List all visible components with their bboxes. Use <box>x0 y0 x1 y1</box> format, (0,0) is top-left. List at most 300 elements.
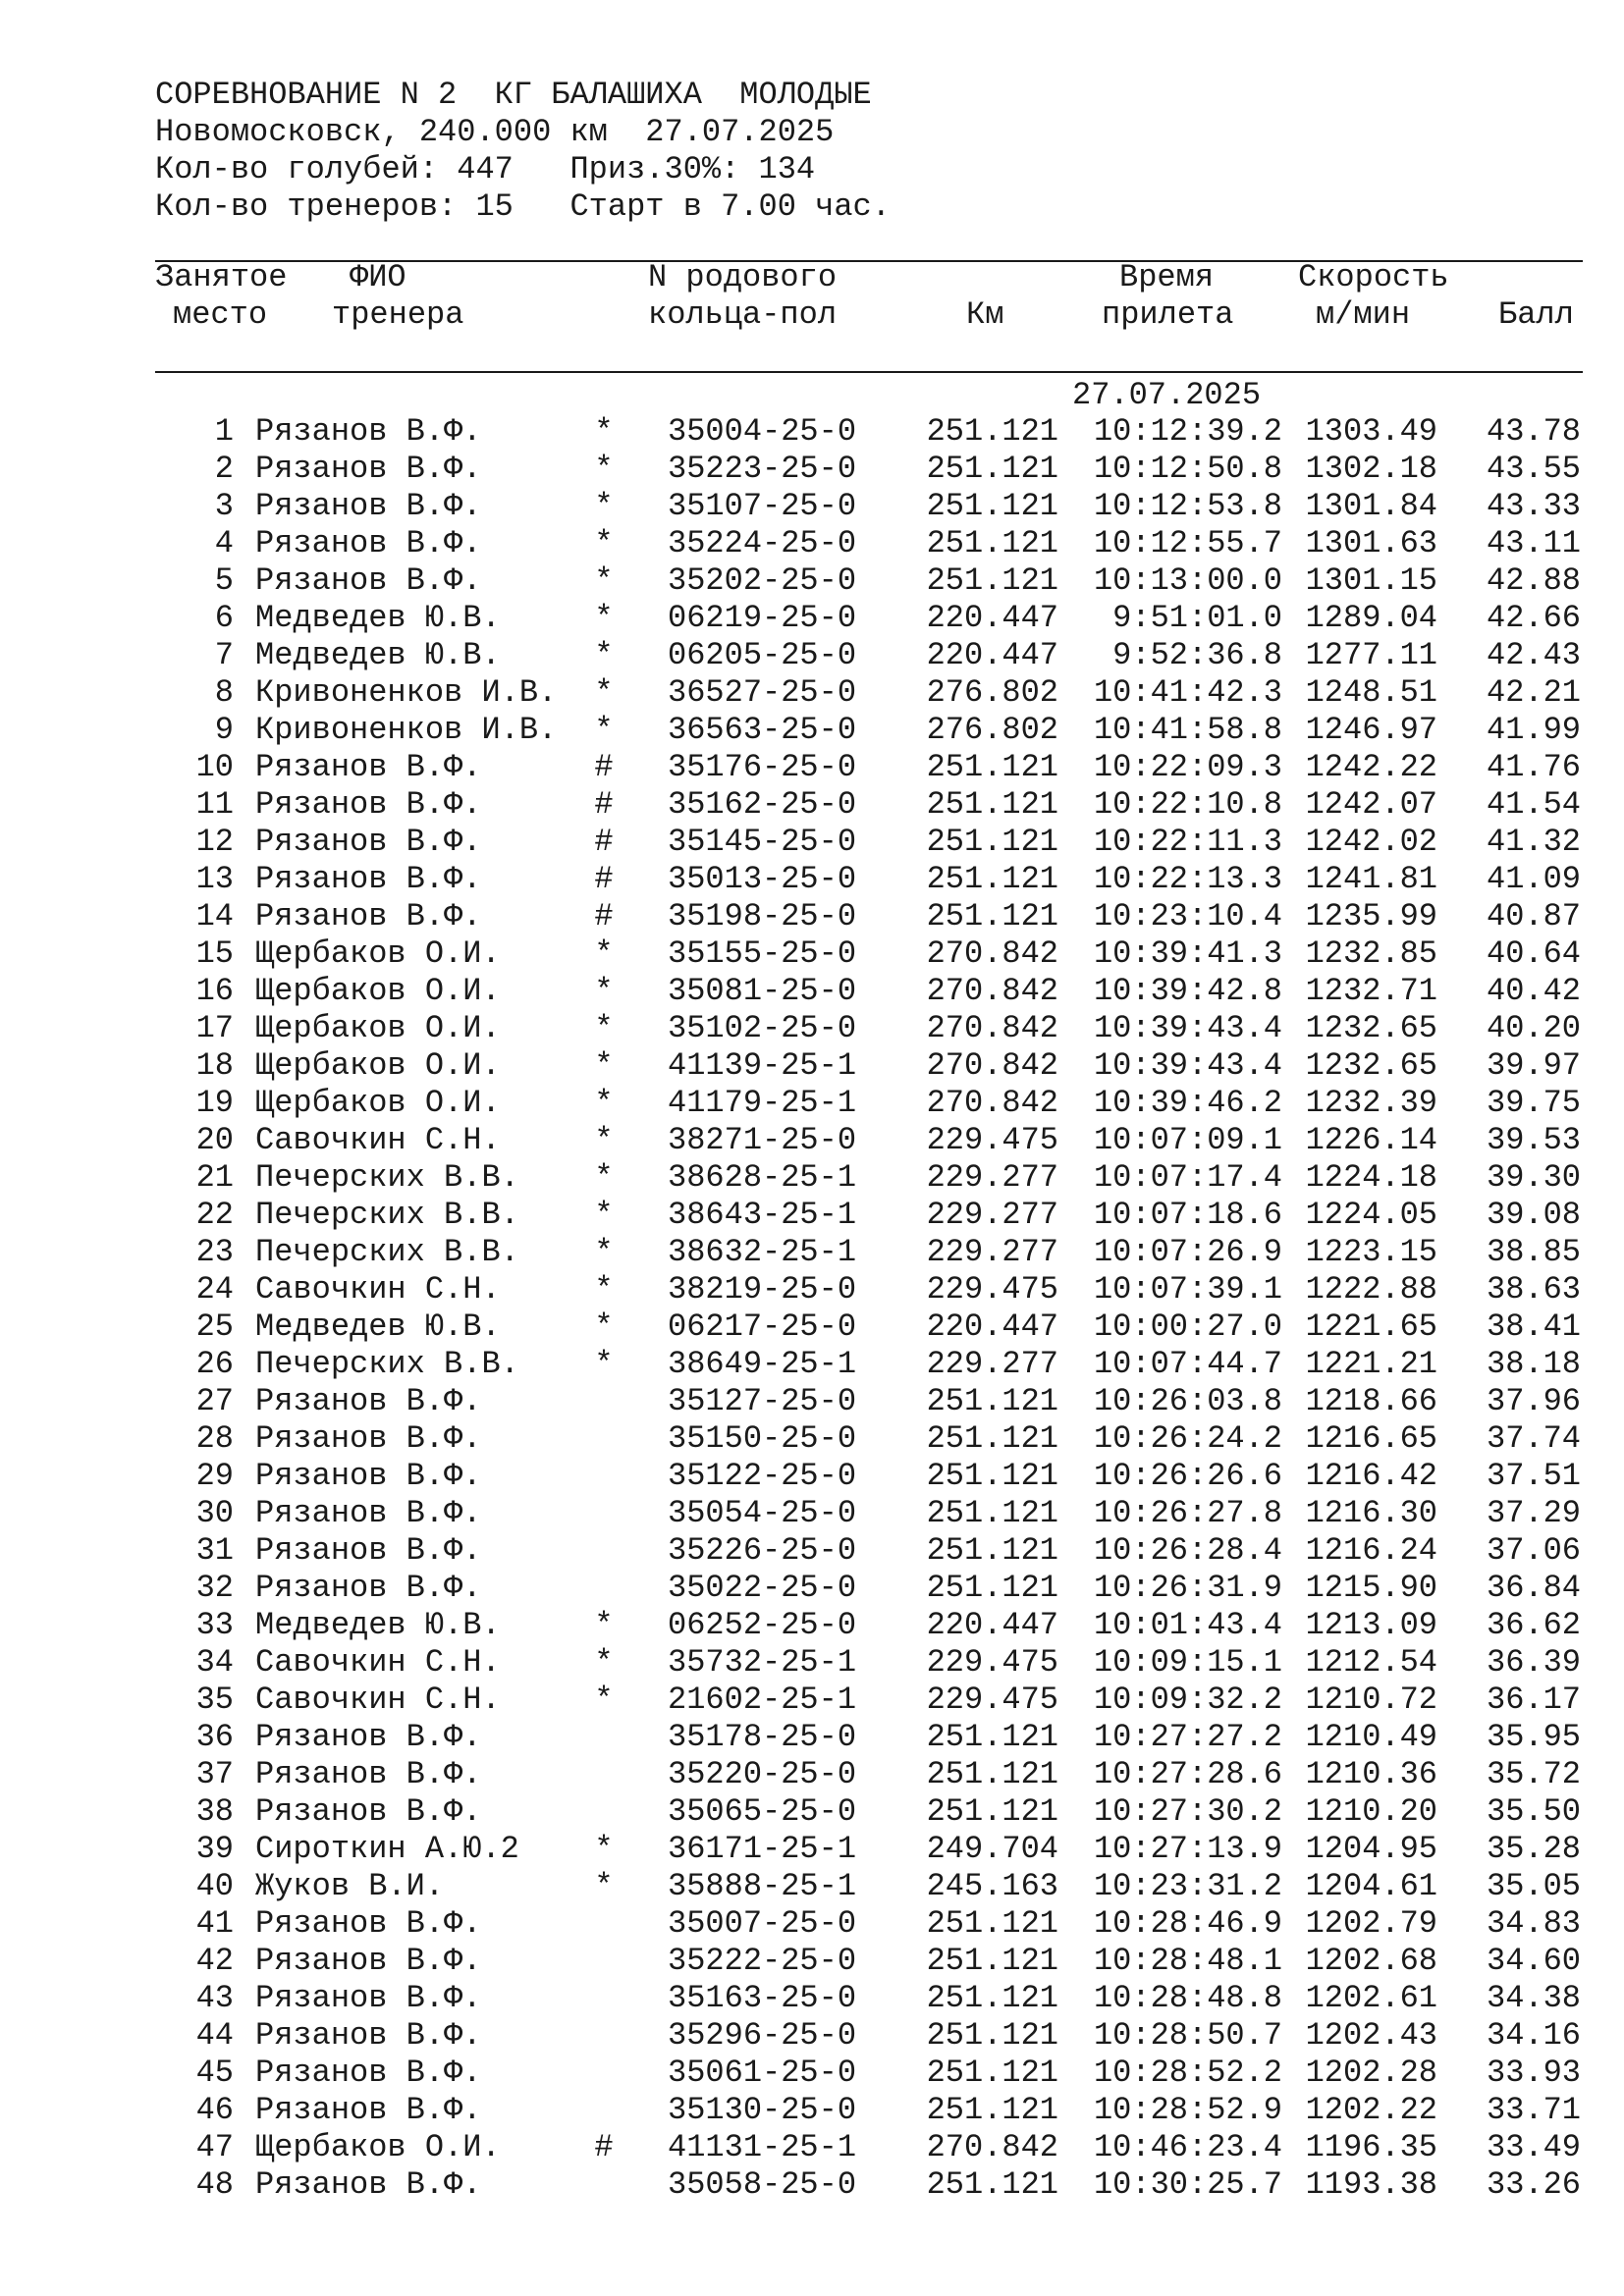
header-bottom-rule <box>155 371 1583 373</box>
row-mark: * <box>594 1010 614 1046</box>
row-speed: 1246.97 <box>1305 712 1437 748</box>
row-score: 38.85 <box>1486 1234 1581 1270</box>
table-row <box>155 1383 1583 1420</box>
row-trainer-name: Савочкин С.Н. <box>255 1271 501 1308</box>
row-score: 36.62 <box>1486 1607 1581 1643</box>
row-ring-number: 35081-25-0 <box>668 973 857 1009</box>
table-row <box>155 600 1583 637</box>
row-arrival-time: 10:23:10.4 <box>1093 898 1282 934</box>
row-speed: 1224.18 <box>1305 1159 1437 1196</box>
row-arrival-time: 10:07:44.7 <box>1093 1346 1282 1382</box>
col-time-label-1: Время <box>1119 259 1215 295</box>
row-arrival-time: 10:26:27.8 <box>1093 1495 1282 1531</box>
table-row <box>155 2055 1583 2092</box>
row-trainer-name: Печерских В.В. <box>255 1346 519 1382</box>
row-trainer-name: Щербаков О.И. <box>255 973 501 1009</box>
row-ring-number: 35198-25-0 <box>668 898 857 934</box>
row-place: 21 <box>195 1159 234 1196</box>
row-arrival-time: 10:28:50.7 <box>1093 2017 1282 2054</box>
table-row <box>155 1644 1583 1682</box>
row-distance-km: 229.277 <box>926 1234 1058 1270</box>
row-score: 37.06 <box>1486 1532 1581 1569</box>
row-distance-km: 270.842 <box>926 973 1058 1009</box>
row-trainer-name: Кривоненков И.В. <box>255 712 558 748</box>
table-row <box>155 973 1583 1010</box>
row-distance-km: 251.121 <box>926 824 1058 860</box>
row-ring-number: 21602-25-1 <box>668 1682 857 1718</box>
row-mark: * <box>594 1197 614 1233</box>
row-distance-km: 270.842 <box>926 1010 1058 1046</box>
row-speed: 1301.63 <box>1305 525 1437 561</box>
row-distance-km: 251.121 <box>926 2017 1058 2054</box>
row-distance-km: 220.447 <box>926 637 1058 673</box>
row-speed: 1222.88 <box>1305 1271 1437 1308</box>
row-mark: * <box>594 1308 614 1345</box>
row-speed: 1232.65 <box>1305 1047 1437 1084</box>
row-trainer-name: Рязанов В.Ф. <box>255 1719 482 1755</box>
row-trainer-name: Печерских В.В. <box>255 1234 519 1270</box>
row-speed: 1202.79 <box>1305 1905 1437 1942</box>
row-ring-number: 35102-25-0 <box>668 1010 857 1046</box>
row-arrival-time: 10:22:11.3 <box>1093 824 1282 860</box>
col-place-label-2: место <box>173 296 268 333</box>
row-distance-km: 220.447 <box>926 1308 1058 1345</box>
row-place: 6 <box>214 600 234 636</box>
row-distance-km: 251.121 <box>926 1980 1058 2016</box>
row-mark: * <box>594 1346 614 1382</box>
row-trainer-name: Рязанов В.Ф. <box>255 1532 482 1569</box>
row-speed: 1232.85 <box>1305 935 1437 972</box>
row-trainer-name: Рязанов В.Ф. <box>255 1793 482 1830</box>
table-row <box>155 898 1583 935</box>
row-place: 15 <box>195 935 234 972</box>
row-speed: 1215.90 <box>1305 1570 1437 1606</box>
table-row <box>155 637 1583 674</box>
row-place: 24 <box>195 1271 234 1308</box>
row-trainer-name: Рязанов В.Ф. <box>255 1943 482 1979</box>
row-arrival-time: 10:00:27.0 <box>1093 1308 1282 1345</box>
row-trainer-name: Медведев Ю.В. <box>255 1308 501 1345</box>
table-row <box>155 1868 1583 1905</box>
row-distance-km: 251.121 <box>926 1719 1058 1755</box>
row-speed: 1232.65 <box>1305 1010 1437 1046</box>
row-ring-number: 36171-25-1 <box>668 1831 857 1867</box>
row-arrival-time: 10:28:52.9 <box>1093 2092 1282 2128</box>
row-score: 33.93 <box>1486 2055 1581 2091</box>
row-place: 25 <box>195 1308 234 1345</box>
row-ring-number: 35155-25-0 <box>668 935 857 972</box>
row-ring-number: 35127-25-0 <box>668 1383 857 1419</box>
table-row <box>155 2166 1583 2204</box>
row-mark: # <box>594 786 614 823</box>
row-distance-km: 251.121 <box>926 2055 1058 2091</box>
row-ring-number: 38271-25-0 <box>668 1122 857 1158</box>
row-speed: 1202.68 <box>1305 1943 1437 1979</box>
row-trainer-name: Рязанов В.Ф. <box>255 1420 482 1457</box>
row-speed: 1210.36 <box>1305 1756 1437 1792</box>
row-arrival-time: 10:28:48.1 <box>1093 1943 1282 1979</box>
row-arrival-time: 10:22:10.8 <box>1093 786 1282 823</box>
row-mark: * <box>594 973 614 1009</box>
row-place: 7 <box>214 637 234 673</box>
row-mark: # <box>594 898 614 934</box>
results-document <box>155 77 1581 2203</box>
row-score: 43.55 <box>1486 451 1581 487</box>
row-trainer-name: Кривоненков И.В. <box>255 674 558 711</box>
row-ring-number: 36563-25-0 <box>668 712 857 748</box>
row-ring-number: 35054-25-0 <box>668 1495 857 1531</box>
row-mark: * <box>594 1271 614 1308</box>
table-row <box>155 824 1583 861</box>
row-arrival-time: 10:27:28.6 <box>1093 1756 1282 1792</box>
row-place: 27 <box>195 1383 234 1419</box>
column-headers <box>155 259 1583 367</box>
row-arrival-time: 10:12:50.8 <box>1093 451 1282 487</box>
row-ring-number: 35223-25-0 <box>668 451 857 487</box>
row-trainer-name: Рязанов В.Ф. <box>255 2166 482 2203</box>
row-distance-km: 270.842 <box>926 1047 1058 1084</box>
row-score: 35.95 <box>1486 1719 1581 1755</box>
row-arrival-time: 10:39:41.3 <box>1093 935 1282 972</box>
row-speed: 1224.05 <box>1305 1197 1437 1233</box>
trainer-count-line: Кол-во тренеров: 15 Старт в 7.00 час. <box>155 188 891 225</box>
row-ring-number: 35162-25-0 <box>668 786 857 823</box>
row-arrival-time: 10:26:31.9 <box>1093 1570 1282 1606</box>
table-row <box>155 1122 1583 1159</box>
table-row <box>155 2129 1583 2166</box>
row-ring-number: 35022-25-0 <box>668 1570 857 1606</box>
row-place: 11 <box>195 786 234 823</box>
row-speed: 1212.54 <box>1305 1644 1437 1681</box>
row-place: 31 <box>195 1532 234 1569</box>
row-trainer-name: Рязанов В.Ф. <box>255 824 482 860</box>
row-mark: * <box>594 674 614 711</box>
row-speed: 1216.24 <box>1305 1532 1437 1569</box>
row-arrival-time: 10:09:15.1 <box>1093 1644 1282 1681</box>
row-place: 10 <box>195 749 234 785</box>
row-speed: 1216.30 <box>1305 1495 1437 1531</box>
row-distance-km: 251.121 <box>926 525 1058 561</box>
row-score: 43.78 <box>1486 413 1581 450</box>
row-mark: * <box>594 1047 614 1084</box>
row-speed: 1202.28 <box>1305 2055 1437 2091</box>
row-score: 39.53 <box>1486 1122 1581 1158</box>
row-place: 23 <box>195 1234 234 1270</box>
row-speed: 1196.35 <box>1305 2129 1437 2165</box>
row-trainer-name: Сироткин А.Ю.2 <box>255 1831 519 1867</box>
row-mark: * <box>594 1234 614 1270</box>
row-place: 5 <box>214 562 234 599</box>
row-place: 43 <box>195 1980 234 2016</box>
row-distance-km: 229.475 <box>926 1644 1058 1681</box>
row-arrival-time: 10:26:03.8 <box>1093 1383 1282 1419</box>
table-row <box>155 1495 1583 1532</box>
row-score: 34.83 <box>1486 1905 1581 1942</box>
table-row <box>155 1756 1583 1793</box>
row-distance-km: 270.842 <box>926 935 1058 972</box>
row-mark: # <box>594 861 614 897</box>
row-place: 13 <box>195 861 234 897</box>
row-score: 37.74 <box>1486 1420 1581 1457</box>
row-ring-number: 35732-25-1 <box>668 1644 857 1681</box>
row-trainer-name: Щербаков О.И. <box>255 2129 501 2165</box>
row-trainer-name: Рязанов В.Ф. <box>255 1756 482 1792</box>
row-arrival-time: 10:07:09.1 <box>1093 1122 1282 1158</box>
table-row <box>155 1905 1583 1943</box>
row-speed: 1242.02 <box>1305 824 1437 860</box>
table-row <box>155 1085 1583 1122</box>
table-row <box>155 451 1583 488</box>
row-arrival-time: 10:12:53.8 <box>1093 488 1282 524</box>
row-distance-km: 229.277 <box>926 1346 1058 1382</box>
row-place: 40 <box>195 1868 234 1904</box>
row-arrival-time: 10:39:43.4 <box>1093 1010 1282 1046</box>
row-score: 40.20 <box>1486 1010 1581 1046</box>
row-distance-km: 229.277 <box>926 1159 1058 1196</box>
row-mark: * <box>594 1085 614 1121</box>
row-ring-number: 35220-25-0 <box>668 1756 857 1792</box>
row-place: 18 <box>195 1047 234 1084</box>
row-mark: # <box>594 824 614 860</box>
row-distance-km: 229.475 <box>926 1271 1058 1308</box>
table-row <box>155 674 1583 712</box>
row-distance-km: 251.121 <box>926 562 1058 599</box>
row-distance-km: 251.121 <box>926 1756 1058 1792</box>
table-row <box>155 1458 1583 1495</box>
row-distance-km: 251.121 <box>926 2092 1058 2128</box>
row-speed: 1301.84 <box>1305 488 1437 524</box>
row-ring-number: 06219-25-0 <box>668 600 857 636</box>
date-label: 27.07.2025 <box>1071 377 1262 413</box>
table-row <box>155 786 1583 824</box>
row-score: 37.29 <box>1486 1495 1581 1531</box>
row-ring-number: 35163-25-0 <box>668 1980 857 2016</box>
row-ring-number: 41179-25-1 <box>668 1085 857 1121</box>
row-ring-number: 35007-25-0 <box>668 1905 857 1942</box>
row-speed: 1248.51 <box>1305 674 1437 711</box>
row-arrival-time: 10:07:39.1 <box>1093 1271 1282 1308</box>
row-score: 37.51 <box>1486 1458 1581 1494</box>
row-score: 41.09 <box>1486 861 1581 897</box>
row-arrival-time: 10:07:26.9 <box>1093 1234 1282 1270</box>
row-speed: 1213.09 <box>1305 1607 1437 1643</box>
col-speed-label-1: Скорость <box>1298 259 1449 295</box>
row-place: 29 <box>195 1458 234 1494</box>
row-place: 19 <box>195 1085 234 1121</box>
row-arrival-time: 10:28:48.8 <box>1093 1980 1282 2016</box>
row-ring-number: 35222-25-0 <box>668 1943 857 1979</box>
table-row <box>155 1010 1583 1047</box>
row-trainer-name: Рязанов В.Ф. <box>255 2092 482 2128</box>
row-trainer-name: Щербаков О.И. <box>255 1047 501 1084</box>
row-mark: * <box>594 935 614 972</box>
row-mark: * <box>594 1644 614 1681</box>
row-speed: 1210.72 <box>1305 1682 1437 1718</box>
row-place: 12 <box>195 824 234 860</box>
row-place: 36 <box>195 1719 234 1755</box>
row-trainer-name: Печерских В.В. <box>255 1159 519 1196</box>
row-arrival-time: 9:51:01.0 <box>1112 600 1282 636</box>
row-arrival-time: 10:39:42.8 <box>1093 973 1282 1009</box>
row-trainer-name: Рязанов В.Ф. <box>255 786 482 823</box>
row-trainer-name: Рязанов В.Ф. <box>255 1495 482 1531</box>
row-ring-number: 38219-25-0 <box>668 1271 857 1308</box>
table-row <box>155 1831 1583 1868</box>
row-arrival-time: 10:27:30.2 <box>1093 1793 1282 1830</box>
document-header <box>155 77 1579 226</box>
row-distance-km: 270.842 <box>926 2129 1058 2165</box>
row-speed: 1232.39 <box>1305 1085 1437 1121</box>
row-distance-km: 251.121 <box>926 451 1058 487</box>
row-trainer-name: Рязанов В.Ф. <box>255 1458 482 1494</box>
table-row <box>155 2017 1583 2055</box>
row-score: 39.30 <box>1486 1159 1581 1196</box>
row-arrival-time: 10:07:17.4 <box>1093 1159 1282 1196</box>
row-distance-km: 229.475 <box>926 1682 1058 1718</box>
table-row <box>155 1570 1583 1607</box>
row-trainer-name: Савочкин С.Н. <box>255 1122 501 1158</box>
row-ring-number: 35202-25-0 <box>668 562 857 599</box>
row-trainer-name: Рязанов В.Ф. <box>255 525 482 561</box>
row-score: 38.18 <box>1486 1346 1581 1382</box>
row-score: 34.60 <box>1486 1943 1581 1979</box>
row-arrival-time: 10:09:32.2 <box>1093 1682 1282 1718</box>
row-place: 28 <box>195 1420 234 1457</box>
row-arrival-time: 10:22:09.3 <box>1093 749 1282 785</box>
row-score: 41.76 <box>1486 749 1581 785</box>
row-speed: 1221.21 <box>1305 1346 1437 1382</box>
row-ring-number: 38632-25-1 <box>668 1234 857 1270</box>
row-speed: 1226.14 <box>1305 1122 1437 1158</box>
col-name-label-1: ФИО <box>350 259 406 295</box>
row-place: 30 <box>195 1495 234 1531</box>
row-speed: 1202.61 <box>1305 1980 1437 2016</box>
row-trainer-name: Рязанов В.Ф. <box>255 2055 482 2091</box>
row-trainer-name: Рязанов В.Ф. <box>255 1980 482 2016</box>
row-place: 34 <box>195 1644 234 1681</box>
row-trainer-name: Щербаков О.И. <box>255 1085 501 1121</box>
row-ring-number: 35122-25-0 <box>668 1458 857 1494</box>
col-place-label-1: Занятое <box>155 259 288 295</box>
table-row <box>155 1719 1583 1756</box>
table-row <box>155 1234 1583 1271</box>
results-table-body <box>155 413 1583 2204</box>
row-ring-number: 35061-25-0 <box>668 2055 857 2091</box>
row-trainer-name: Щербаков О.И. <box>255 935 501 972</box>
row-distance-km: 251.121 <box>926 898 1058 934</box>
row-distance-km: 229.277 <box>926 1197 1058 1233</box>
row-place: 8 <box>214 674 234 711</box>
row-score: 33.71 <box>1486 2092 1581 2128</box>
row-distance-km: 276.802 <box>926 712 1058 748</box>
table-row <box>155 1532 1583 1570</box>
row-score: 35.72 <box>1486 1756 1581 1792</box>
row-place: 39 <box>195 1831 234 1867</box>
row-arrival-time: 10:39:43.4 <box>1093 1047 1282 1084</box>
row-distance-km: 251.121 <box>926 861 1058 897</box>
table-row <box>155 1607 1583 1644</box>
row-distance-km: 251.121 <box>926 1495 1058 1531</box>
row-place: 48 <box>195 2166 234 2203</box>
row-place: 20 <box>195 1122 234 1158</box>
row-distance-km: 249.704 <box>926 1831 1058 1867</box>
row-ring-number: 36527-25-0 <box>668 674 857 711</box>
row-mark: * <box>594 637 614 673</box>
row-ring-number: 35176-25-0 <box>668 749 857 785</box>
row-ring-number: 38628-25-1 <box>668 1159 857 1196</box>
row-mark: * <box>594 712 614 748</box>
row-trainer-name: Рязанов В.Ф. <box>255 1383 482 1419</box>
table-row <box>155 488 1583 525</box>
row-arrival-time: 10:30:25.7 <box>1093 2166 1282 2203</box>
row-arrival-time: 10:27:27.2 <box>1093 1719 1282 1755</box>
row-speed: 1210.20 <box>1305 1793 1437 1830</box>
row-speed: 1303.49 <box>1305 413 1437 450</box>
col-ring-label-2: кольца-пол <box>648 296 838 333</box>
row-arrival-time: 10:26:24.2 <box>1093 1420 1282 1457</box>
row-trainer-name: Рязанов В.Ф. <box>255 1570 482 1606</box>
row-place: 4 <box>214 525 234 561</box>
col-score-label: Балл <box>1498 296 1574 333</box>
row-score: 43.33 <box>1486 488 1581 524</box>
row-ring-number: 35107-25-0 <box>668 488 857 524</box>
row-mark: * <box>594 1868 614 1904</box>
row-distance-km: 251.121 <box>926 749 1058 785</box>
row-score: 38.41 <box>1486 1308 1581 1345</box>
row-speed: 1223.15 <box>1305 1234 1437 1270</box>
row-trainer-name: Рязанов В.Ф. <box>255 562 482 599</box>
competition-title: СОРЕВНОВАНИЕ N 2 КГ БАЛАШИХА МОЛОДЫЕ <box>155 77 872 113</box>
row-arrival-time: 10:41:42.3 <box>1093 674 1282 711</box>
row-distance-km: 251.121 <box>926 2166 1058 2203</box>
row-place: 38 <box>195 1793 234 1830</box>
row-distance-km: 251.121 <box>926 1420 1058 1457</box>
row-score: 42.66 <box>1486 600 1581 636</box>
row-score: 42.21 <box>1486 674 1581 711</box>
row-place: 46 <box>195 2092 234 2128</box>
row-speed: 1204.95 <box>1305 1831 1437 1867</box>
row-place: 2 <box>214 451 234 487</box>
row-score: 39.08 <box>1486 1197 1581 1233</box>
row-place: 22 <box>195 1197 234 1233</box>
table-row <box>155 749 1583 786</box>
row-arrival-time: 10:12:39.2 <box>1093 413 1282 450</box>
row-trainer-name: Рязанов В.Ф. <box>255 898 482 934</box>
row-distance-km: 251.121 <box>926 786 1058 823</box>
row-ring-number: 38649-25-1 <box>668 1346 857 1382</box>
row-ring-number: 35224-25-0 <box>668 525 857 561</box>
row-trainer-name: Медведев Ю.В. <box>255 600 501 636</box>
row-distance-km: 245.163 <box>926 1868 1058 1904</box>
row-mark: # <box>594 2129 614 2165</box>
row-trainer-name: Рязанов В.Ф. <box>255 1905 482 1942</box>
row-mark: * <box>594 525 614 561</box>
table-row <box>155 562 1583 600</box>
row-place: 33 <box>195 1607 234 1643</box>
row-score: 36.84 <box>1486 1570 1581 1606</box>
row-mark: * <box>594 413 614 450</box>
table-row <box>155 1159 1583 1197</box>
row-distance-km: 220.447 <box>926 1607 1058 1643</box>
row-place: 41 <box>195 1905 234 1942</box>
row-trainer-name: Рязанов В.Ф. <box>255 413 482 450</box>
row-trainer-name: Рязанов В.Ф. <box>255 861 482 897</box>
row-distance-km: 251.121 <box>926 413 1058 450</box>
row-ring-number: 41131-25-1 <box>668 2129 857 2165</box>
row-ring-number: 35058-25-0 <box>668 2166 857 2203</box>
row-mark: # <box>594 749 614 785</box>
row-arrival-time: 10:27:13.9 <box>1093 1831 1282 1867</box>
